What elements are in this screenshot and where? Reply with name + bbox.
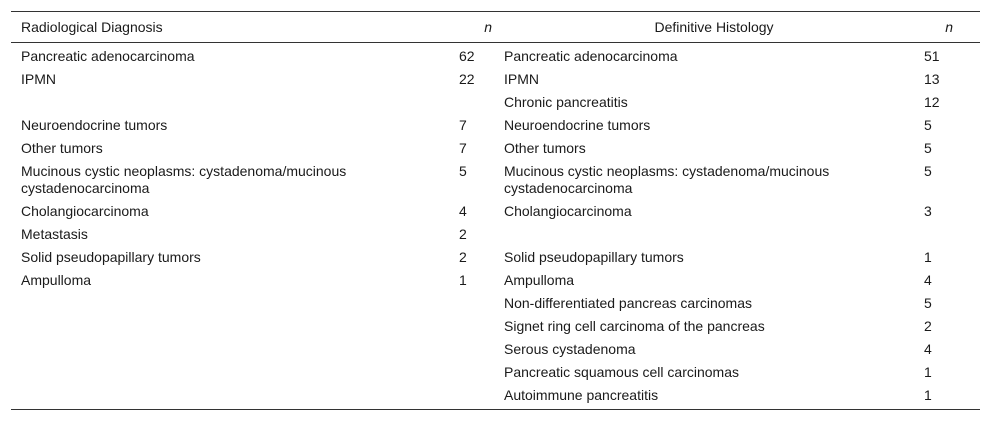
table-row [11,43,980,69]
radiological-diagnosis-cell: Mucinous cystic neoplasms: cystadenoma/mucinous cystadenocarcinoma [21,163,347,196]
definitive-histology-cell: Solid pseudopapillary tumors [504,249,684,265]
table-row [11,246,980,269]
definitive-histology-cell: Other tumors [504,140,586,156]
radiological-count-cell: 1 [459,272,467,288]
table-row [11,315,980,338]
definitive-histology-cell: Pancreatic adenocarcinoma [504,48,678,64]
header-radiological-count: n [459,12,504,43]
radiological-count-cell [459,384,504,410]
histology-count-cell: 1 [924,249,932,265]
definitive-histology-cell: IPMN [504,71,539,87]
radiological-diagnosis-cell: Cholangiocarcinoma [21,203,149,219]
histology-count-cell: 5 [924,140,932,156]
table-row [11,68,980,91]
histology-count-cell: 1 [924,364,932,380]
table-row [11,269,980,292]
radiological-diagnosis-cell: Other tumors [21,140,103,156]
table-row [11,223,980,246]
histology-count-cell: 51 [924,48,940,64]
histology-count-cell: 4 [924,341,932,357]
definitive-histology-cell: Signet ring cell carcinoma of the pancreas [504,318,765,334]
radiological-diagnosis-cell [11,292,459,315]
radiological-count-cell [459,361,504,384]
table-row [11,200,980,223]
definitive-histology-cell: Non-differentiated pancreas carcinomas [504,295,752,311]
definitive-histology-cell: Cholangiocarcinoma [504,203,632,219]
radiological-count-cell: 7 [459,140,467,156]
radiological-diagnosis-cell [11,338,459,361]
table-row [11,338,980,361]
table-row [11,114,980,137]
diagnosis-comparison-table [11,11,980,410]
radiological-count-cell [459,91,504,114]
histology-count-cell: 13 [924,71,940,87]
radiological-count-cell: 5 [459,163,467,179]
definitive-histology-cell: Neuroendocrine tumors [504,117,651,133]
radiological-count-cell: 4 [459,203,467,219]
definitive-histology-cell: Ampulloma [504,272,575,288]
header-row [11,12,980,43]
histology-count-cell: 12 [924,94,940,110]
radiological-count-cell: 2 [459,226,467,242]
radiological-count-cell [459,338,504,361]
definitive-histology-cell: Autoimmune pancreatitis [504,384,924,410]
radiological-diagnosis-cell: Ampulloma [21,272,92,288]
histology-count-cell: 5 [924,295,932,311]
histology-count-cell: 5 [924,163,932,179]
histology-count-cell: 5 [924,117,932,133]
radiological-count-cell [459,292,504,315]
histology-count-cell [924,223,980,246]
header-definitive-histology: Definitive Histology [504,12,924,43]
definitive-histology-cell: Serous cystadenoma [504,341,636,357]
table-row [11,361,980,384]
definitive-histology-cell [504,223,924,246]
radiological-diagnosis-cell: IPMN [21,71,56,87]
header-radiological-diagnosis: Radiological Diagnosis [11,12,459,43]
radiological-diagnosis-cell [11,315,459,338]
radiological-diagnosis-cell [11,91,459,114]
radiological-count-cell: 62 [459,48,475,64]
histology-count-cell: 2 [924,318,932,334]
radiological-count-cell: 7 [459,117,467,133]
table-row [11,292,980,315]
table-row [11,384,980,410]
radiological-count-cell: 22 [459,71,475,87]
diagnosis-table-container [11,11,980,410]
table-row [11,160,980,200]
table-body [11,43,980,410]
header-histology-count: n [924,12,980,43]
radiological-count-cell: 2 [459,249,467,265]
radiological-diagnosis-cell [11,361,459,384]
definitive-histology-cell: Chronic pancreatitis [504,94,628,110]
radiological-count-cell [459,315,504,338]
table-row [11,137,980,160]
radiological-diagnosis-cell [11,384,459,410]
radiological-diagnosis-cell: Metastasis [21,226,88,242]
table-row [11,91,980,114]
histology-count-cell: 4 [924,272,932,288]
definitive-histology-cell: Mucinous cystic neoplasms: cystadenoma/mucinous cystadenocarcinoma [504,163,830,196]
radiological-diagnosis-cell: Neuroendocrine tumors [21,117,168,133]
definitive-histology-cell: Pancreatic squamous cell carcinomas [504,364,739,380]
radiological-diagnosis-cell: Pancreatic adenocarcinoma [21,48,195,64]
radiological-diagnosis-cell: Solid pseudopapillary tumors [21,249,201,265]
histology-count-cell: 3 [924,203,932,219]
histology-count-cell: 1 [924,384,980,410]
